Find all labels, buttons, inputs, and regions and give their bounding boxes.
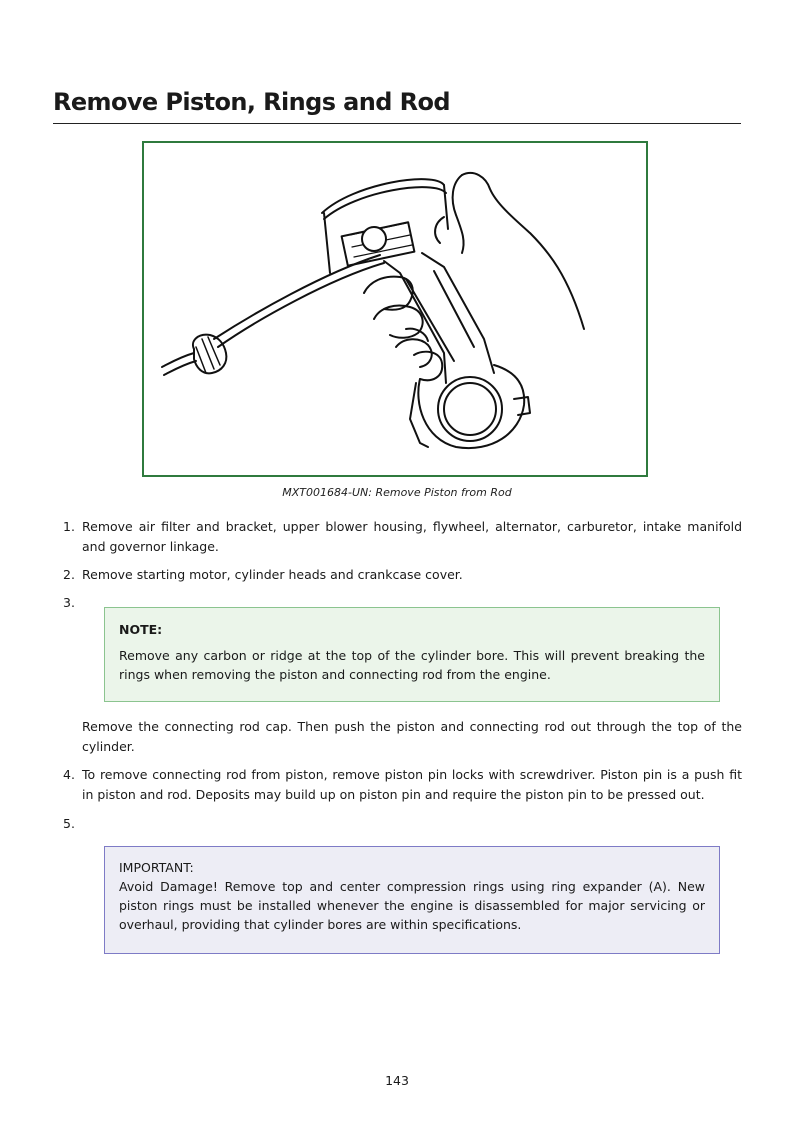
step-text: Remove air filter and bracket, upper blower housing, flywheel, alternator, carburetor, intake manifold and governor linkage.	[82, 519, 742, 554]
note-box	[104, 607, 720, 702]
step-text: Remove the connecting rod cap. Then push the piston and connecting rod out through the top of the cylinder.	[82, 719, 742, 754]
piston-rod-illustration	[144, 143, 646, 475]
note-text: Remove any carbon or ridge at the top of the cylinder bore. This will prevent breaking the rings when removing the piston and connecting rod from the engine.	[119, 648, 705, 682]
step-number: 4.	[63, 767, 75, 782]
step-number: 5.	[63, 816, 75, 831]
important-box	[104, 846, 720, 954]
important-heading: IMPORTANT:	[119, 860, 194, 875]
step-text: Remove starting motor, cylinder heads and crankcase cover.	[82, 567, 463, 582]
step-number: 3.	[63, 595, 75, 610]
page-title: Remove Piston, Rings and Rod	[53, 88, 450, 116]
figure-frame	[142, 141, 648, 477]
note-heading: NOTE:	[119, 622, 163, 637]
figure-caption: MXT001684-UN: Remove Piston from Rod	[282, 486, 512, 499]
important-text: Avoid Damage! Remove top and center compression rings using ring expander (A). New piston rings must be installed whenever the engine is disassembled for major servicing or overhaul, providing that cylinder bores are within specifications.	[119, 879, 705, 932]
step-number: 1.	[63, 519, 75, 534]
title-divider	[53, 123, 741, 124]
page-number: 143	[385, 1073, 409, 1088]
step-number: 2.	[63, 567, 75, 582]
step-text: To remove connecting rod from piston, remove piston pin locks with screwdriver. Piston pin is a push fit in piston and rod. Deposits may build up on piston pin and require the piston pin to be pressed out.	[82, 767, 742, 802]
